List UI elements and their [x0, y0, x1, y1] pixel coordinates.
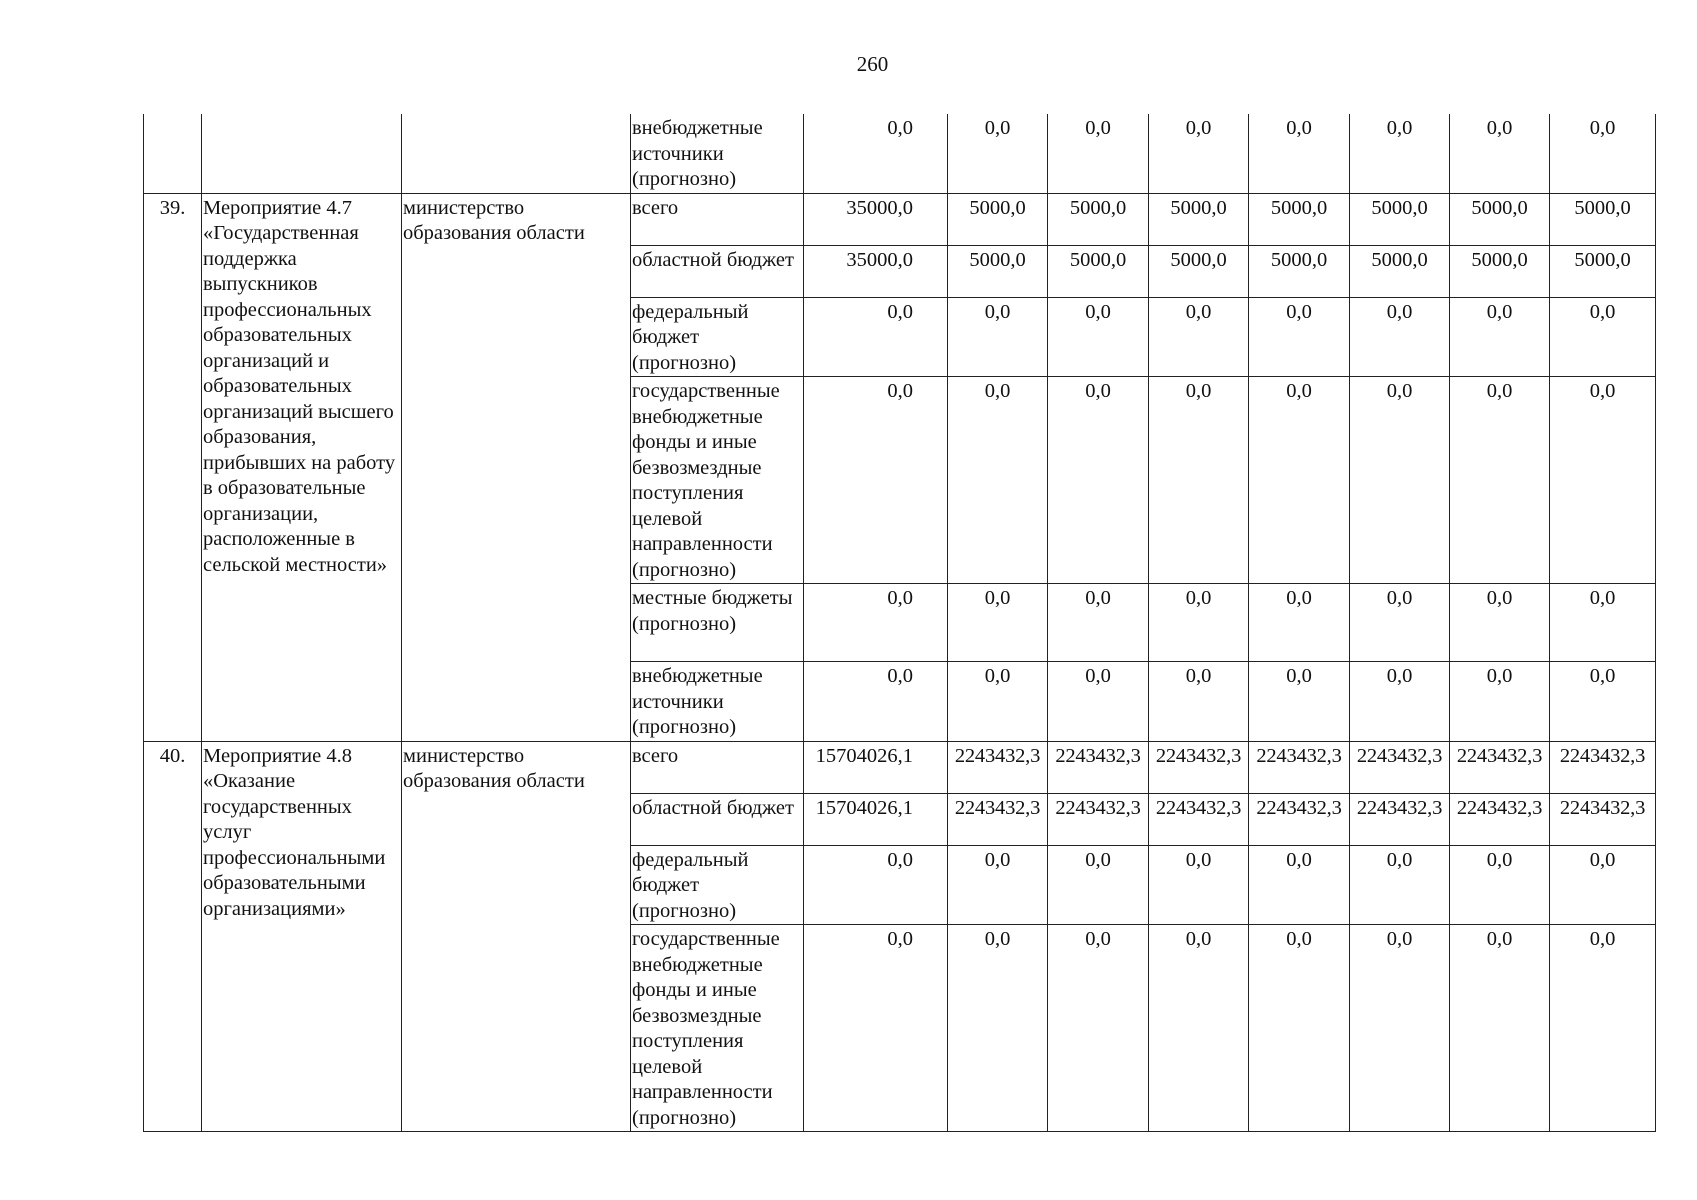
value-cell: 0,0 — [1450, 297, 1550, 377]
value-cell: 0,0 — [1149, 114, 1249, 193]
value-cell: 0,0 — [1450, 584, 1550, 662]
value-cell: 5000,0 — [1048, 245, 1149, 297]
responsible-cell: министерство образования области — [402, 741, 631, 1132]
event-cell: Мероприятие 4.8 «Оказание государственных услуг профессиональными образовательными организациями» — [202, 741, 402, 1132]
value-cell: 0,0 — [1249, 845, 1350, 925]
value-cell: 0,0 — [1149, 925, 1249, 1132]
value-cell: 0,0 — [1249, 925, 1350, 1132]
source-cell: внебюджетные источники (прогнозно) — [631, 662, 804, 742]
value-cell: 2243432,3 — [1149, 793, 1249, 845]
value-cell: 0,0 — [1149, 297, 1249, 377]
value-cell: 2243432,3 — [1550, 741, 1656, 793]
value-cell: 2243432,3 — [1350, 741, 1450, 793]
value-cell: 0,0 — [1550, 114, 1656, 193]
value-cell: 5000,0 — [948, 193, 1048, 245]
value-cell: 0,0 — [1550, 297, 1656, 377]
value-cell: 0,0 — [1048, 297, 1149, 377]
table-row — [144, 114, 1656, 193]
value-cell: 0,0 — [1550, 662, 1656, 742]
value-cell: 0,0 — [948, 114, 1048, 193]
value-cell: 2243432,3 — [1550, 793, 1656, 845]
table-row — [144, 741, 1656, 793]
value-cell: 0,0 — [1149, 662, 1249, 742]
value-cell: 5000,0 — [1249, 245, 1350, 297]
source-cell: федеральный бюджет (прогнозно) — [631, 845, 804, 925]
value-cell: 0,0 — [804, 297, 948, 377]
value-cell: 0,0 — [804, 925, 948, 1132]
source-cell: государственные внебюджетные фонды и иные безвозмездные поступления целевой направленности (прогнозно) — [631, 925, 804, 1132]
index-cell — [144, 114, 202, 193]
value-cell: 0,0 — [1350, 114, 1450, 193]
value-cell: 0,0 — [1550, 584, 1656, 662]
value-cell: 0,0 — [948, 662, 1048, 742]
value-cell: 15704026,1 — [804, 741, 948, 793]
value-cell: 0,0 — [948, 297, 1048, 377]
value-cell: 0,0 — [1350, 925, 1450, 1132]
source-cell: государственные внебюджетные фонды и иные безвозмездные поступления целевой направленности (прогнозно) — [631, 377, 804, 584]
event-cell — [202, 114, 402, 193]
value-cell: 2243432,3 — [948, 793, 1048, 845]
value-cell: 0,0 — [804, 377, 948, 584]
table-row — [144, 193, 1656, 245]
value-cell: 0,0 — [804, 662, 948, 742]
value-cell: 0,0 — [804, 845, 948, 925]
value-cell: 5000,0 — [1550, 193, 1656, 245]
value-cell: 0,0 — [1149, 584, 1249, 662]
value-cell: 0,0 — [1249, 584, 1350, 662]
value-cell: 5000,0 — [1350, 193, 1450, 245]
value-cell: 0,0 — [1249, 662, 1350, 742]
value-cell: 0,0 — [1450, 377, 1550, 584]
value-cell: 2243432,3 — [1149, 741, 1249, 793]
responsible-cell: министерство образования области — [402, 193, 631, 741]
source-cell: внебюджетные источники (прогнозно) — [631, 114, 804, 193]
value-cell: 2243432,3 — [1450, 793, 1550, 845]
source-cell: областной бюджет — [631, 793, 804, 845]
value-cell: 35000,0 — [804, 245, 948, 297]
value-cell: 0,0 — [1149, 377, 1249, 584]
value-cell: 0,0 — [948, 377, 1048, 584]
value-cell: 5000,0 — [948, 245, 1048, 297]
source-cell: местные бюджеты (прогнозно) — [631, 584, 804, 662]
value-cell: 0,0 — [1249, 297, 1350, 377]
value-cell: 0,0 — [1450, 662, 1550, 742]
value-cell: 0,0 — [804, 584, 948, 662]
value-cell: 0,0 — [1350, 377, 1450, 584]
value-cell: 0,0 — [1550, 925, 1656, 1132]
value-cell: 0,0 — [804, 114, 948, 193]
value-cell: 0,0 — [1149, 845, 1249, 925]
value-cell: 2243432,3 — [1450, 741, 1550, 793]
value-cell: 0,0 — [1450, 845, 1550, 925]
value-cell: 0,0 — [1450, 925, 1550, 1132]
source-cell: всего — [631, 193, 804, 245]
value-cell: 2243432,3 — [1048, 741, 1149, 793]
source-cell: федеральный бюджет (прогнозно) — [631, 297, 804, 377]
value-cell: 2243432,3 — [1249, 741, 1350, 793]
index-cell: 39. — [144, 193, 202, 741]
value-cell: 15704026,1 — [804, 793, 948, 845]
value-cell: 0,0 — [1048, 584, 1149, 662]
value-cell: 2243432,3 — [1249, 793, 1350, 845]
value-cell: 0,0 — [948, 584, 1048, 662]
value-cell: 0,0 — [1550, 377, 1656, 584]
value-cell: 5000,0 — [1249, 193, 1350, 245]
budget-table — [143, 114, 1656, 1132]
value-cell: 0,0 — [948, 925, 1048, 1132]
responsible-cell — [402, 114, 631, 193]
value-cell: 35000,0 — [804, 193, 948, 245]
value-cell: 0,0 — [1048, 377, 1149, 584]
value-cell: 5000,0 — [1450, 193, 1550, 245]
value-cell: 0,0 — [1450, 114, 1550, 193]
source-cell: областной бюджет — [631, 245, 804, 297]
value-cell: 0,0 — [1048, 114, 1149, 193]
value-cell: 5000,0 — [1149, 245, 1249, 297]
value-cell: 5000,0 — [1149, 193, 1249, 245]
event-cell: Мероприятие 4.7 «Государственная поддержка выпускников профессиональных образовательных организаций и образовательных организаций высшего образования, прибывших на работу в образовательные организации, расположенные в сельской местности» — [202, 193, 402, 741]
value-cell: 0,0 — [1249, 377, 1350, 584]
value-cell: 2243432,3 — [1350, 793, 1450, 845]
value-cell: 0,0 — [1350, 845, 1450, 925]
value-cell: 0,0 — [1350, 584, 1450, 662]
value-cell: 5000,0 — [1350, 245, 1450, 297]
value-cell: 5000,0 — [1450, 245, 1550, 297]
source-cell: всего — [631, 741, 804, 793]
value-cell: 0,0 — [948, 845, 1048, 925]
index-cell: 40. — [144, 741, 202, 1132]
value-cell: 0,0 — [1550, 845, 1656, 925]
value-cell: 2243432,3 — [948, 741, 1048, 793]
value-cell: 0,0 — [1249, 114, 1350, 193]
value-cell: 2243432,3 — [1048, 793, 1149, 845]
value-cell: 0,0 — [1048, 845, 1149, 925]
value-cell: 0,0 — [1350, 662, 1450, 742]
value-cell: 0,0 — [1048, 662, 1149, 742]
value-cell: 5000,0 — [1550, 245, 1656, 297]
table-body — [144, 114, 1656, 1132]
page-number: 260 — [856, 52, 889, 76]
value-cell: 0,0 — [1048, 925, 1149, 1132]
value-cell: 5000,0 — [1048, 193, 1149, 245]
value-cell: 0,0 — [1350, 297, 1450, 377]
